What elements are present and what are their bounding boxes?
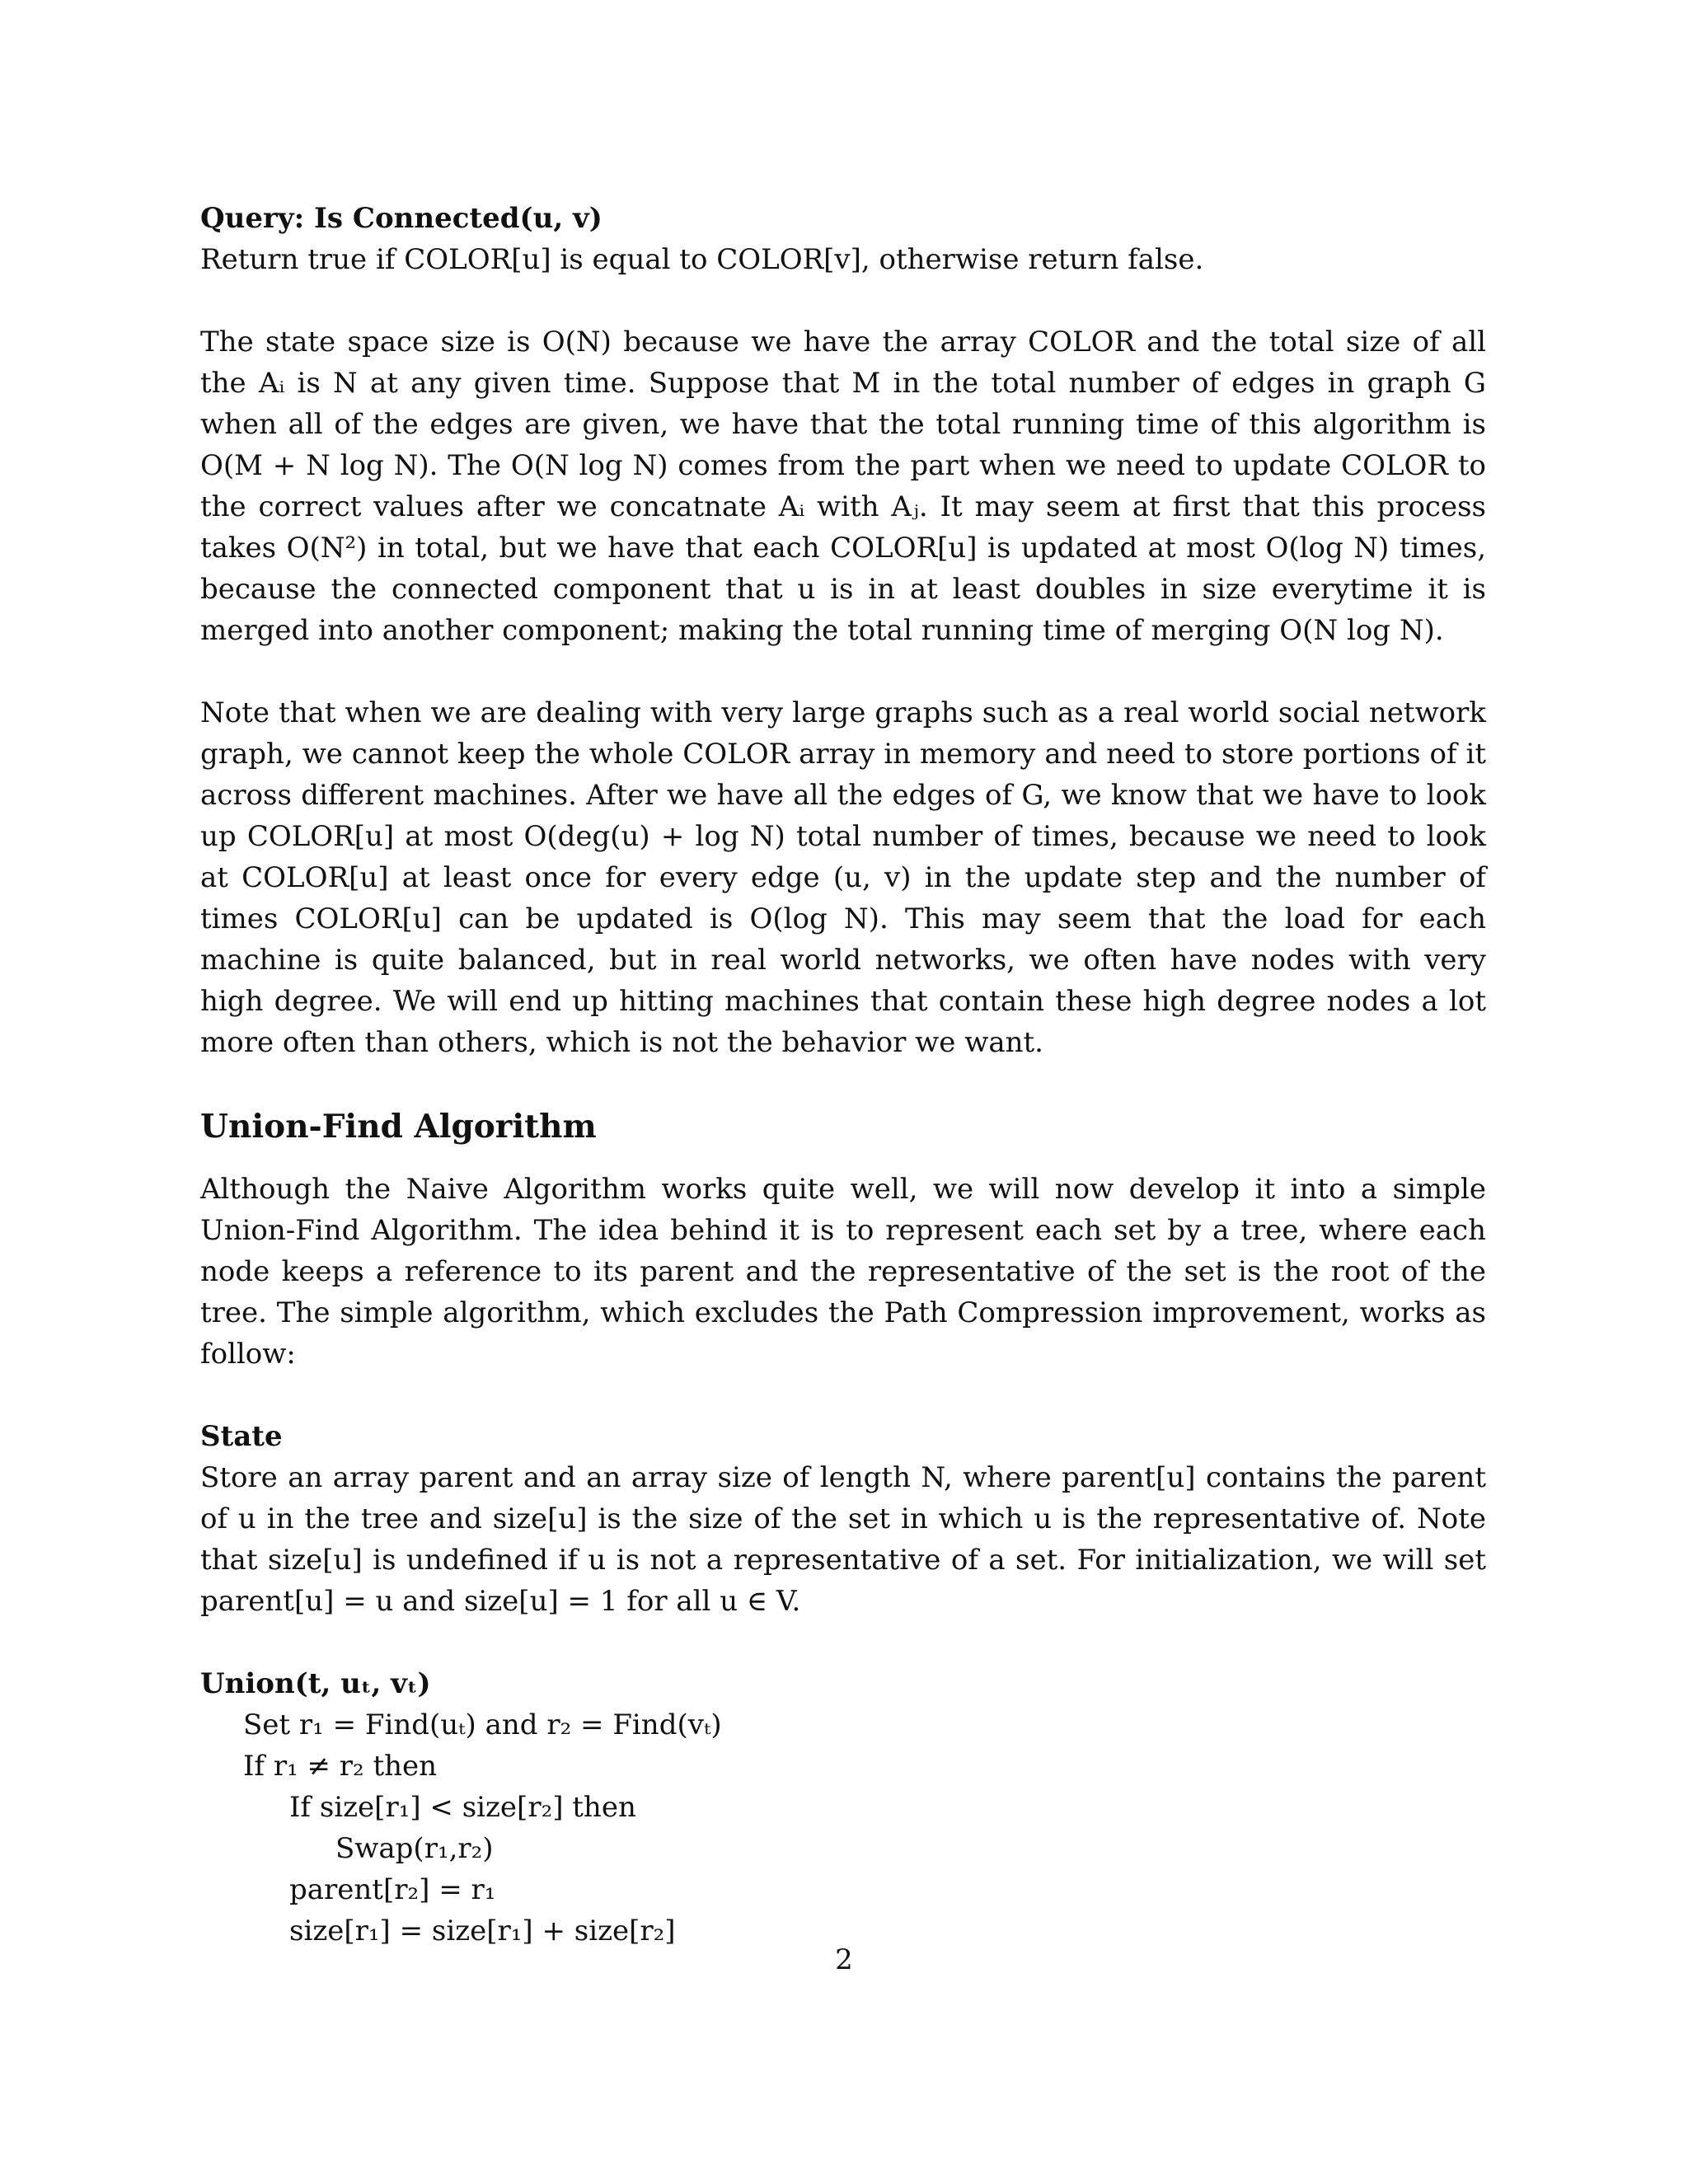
query-heading: Query: Is Connected(u, v) (200, 202, 603, 235)
algo-line-find: Set r₁ = Find(uₜ) and r₂ = Find(vₜ) (243, 1708, 722, 1741)
algo-line-swap: Swap(r₁,r₂) (335, 1832, 494, 1865)
algo-line-set-parent: parent[r₂] = r₁ (289, 1873, 496, 1906)
algo-line-if-distinct: If r₁ ≠ r₂ then (243, 1750, 438, 1783)
page-number: 2 (835, 1943, 853, 1976)
union-heading: Union(t, uₜ, vₜ) (200, 1667, 431, 1700)
state-block (200, 1416, 1486, 1622)
document-body (200, 198, 1486, 1952)
state-heading: State (200, 1420, 283, 1453)
union-block (200, 1663, 1486, 1952)
query-block (200, 198, 1486, 280)
algo-line-set-size: size[r₁] = size[r₁] + size[r₂] (289, 1915, 676, 1947)
paragraph-load-balance: Note that when we are dealing with very large graphs such as a real world social network graph, we cannot keep the whole COLOR array in memory and need to store portions of it across different machines. After we have all the edges of G, we know that we have to look up COLOR[u] at most O(deg(u) + log N) total number of times, because we need to look at COLOR[u] at least once for every edge (u, v) in the update step and the number of times COLOR[u] can be updated is O(log N). This may seem that the load for each machine is quite balanced, but in real world networks, we often have nodes with very high degree. We will end up hitting machines that contain these high degree nodes a lot more often than others, which is not the behavior we want. (200, 696, 1486, 1059)
section-intro: Although the Naive Algorithm works quite well, we will now develop it into a simple Union-Find Algorithm. The idea behind it is to represent each set by a tree, where each node keeps a reference to its parent and the representative of the set is the root of the tree. The simple algorithm, which excludes the Path Compression improvement, works as follow: (200, 1173, 1486, 1371)
state-text: Store an array parent and an array size of length N, where parent[u] contains the parent of u in the tree and size[u] is the size of the set in which u is the representative of. Note that size[u] is undefined if u is not a representative of a set. For initialization, we will set parent[u] = u and size[u] = 1 for all u ∈ V. (200, 1461, 1486, 1618)
query-text: Return true if COLOR[u] is equal to COLOR[v], otherwise return false. (200, 243, 1204, 276)
section-title: Union-Find Algorithm (200, 1108, 597, 1146)
paragraph-complexity: The state space size is O(N) because we have the array COLOR and the total size of all the Aᵢ is N at any given time. Suppose that M in the total number of edges in graph G when all of the edges are given, we have that the total running time of this algorithm is O(M + N log N). The O(N log N) comes from the part when we need to update COLOR to the correct values after we concatnate Aᵢ with Aⱼ. It may seem at first that this process takes O(N²) in total, but we have that each COLOR[u] is updated at most O(log N) times, because the connected component that u is in at least doubles in size everytime it is merged into another component; making the total running time of merging O(N log N). (200, 326, 1486, 647)
algo-line-if-size: If size[r₁] < size[r₂] then (289, 1791, 636, 1824)
